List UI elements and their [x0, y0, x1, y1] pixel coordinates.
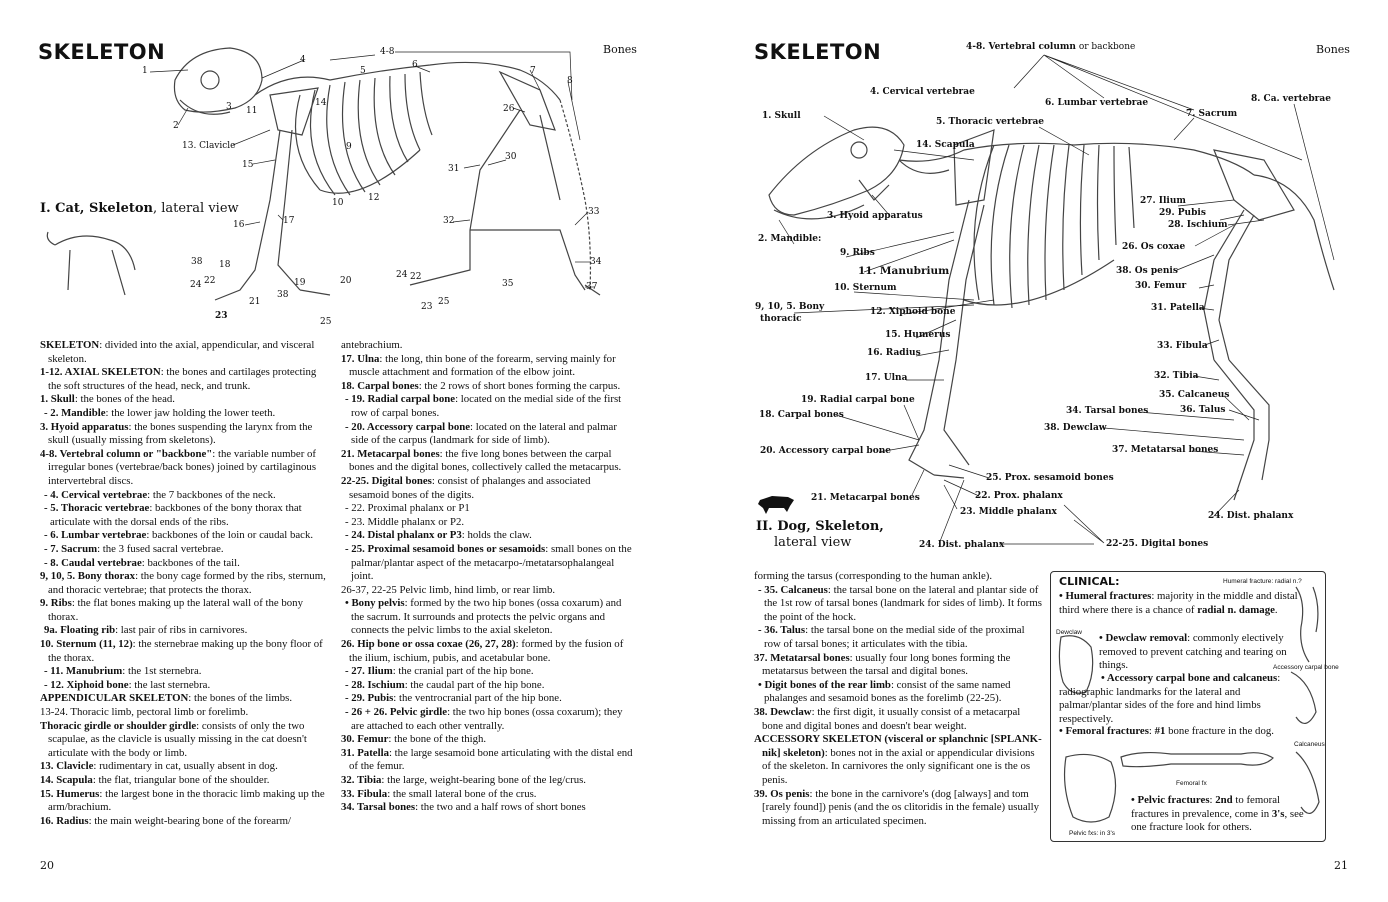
figure-caption: II. Dog, Skeleton,: [756, 519, 884, 534]
text-entry: 9. Ribs: the flat bones making up the lateral wall of the bony thorax.: [40, 597, 303, 623]
text-entry: 39. Os penis: the bone in the carnivore's (dog [always] and tom [rarely found]) penis (and the os clitoridis in the female) usually missing from an articulated specimen.: [754, 787, 1040, 827]
dog-label-middle-phalanx: 23. Middle phalanx: [960, 507, 1057, 517]
dog-label-patella: 31. Patella: [1151, 303, 1205, 313]
cat-label-23a: 23: [215, 311, 228, 321]
cat-label-32: 32: [443, 216, 455, 226]
text-entry: - 4. Cervical vertebrae: the 7 backbones of the neck.: [44, 488, 276, 501]
text-entry: 14. Scapula: the flat, triangular bone of the shoulder.: [40, 774, 270, 786]
text-entry: forming the tarsus (corresponding to the human ankle).: [754, 570, 993, 582]
dog-label-ribs: 9. Ribs: [840, 248, 875, 258]
cat-label-9: 9: [346, 142, 352, 152]
text-entry: ACCESSORY SKELETON (visceral or splanchnic [SPLANK-nik] skeleton): bones not in the axial or appendicular divisions of the skeleton. In carnivores the only significant one is the os penis.: [754, 733, 1042, 786]
text-entry: SKELETON: divided into the axial, appendicular, and visceral skeleton.: [40, 339, 315, 365]
pelvic-fx-caption: Pelvic fxs: in 3's: [1069, 830, 1116, 837]
text-entry: Thoracic girdle or shoulder girdle: consists of only the two scapulae, as the clavicle is usually missing in the cat doesn't articulate with the body or limb.: [40, 719, 307, 759]
text-entry: - 35. Calcaneus: the tarsal bone on the lateral and plantar side of the 1st row of tarsal bones (landmark for sides of limb). It forms the point of the hock.: [758, 583, 1042, 623]
cat-label-34: 34: [590, 257, 602, 267]
dog-label-prox-phalanx: 22. Prox. phalanx: [975, 491, 1063, 501]
dog-label-vertebral-column: 4-8. Vertebral column or backbone: [966, 42, 1136, 52]
cat-label-4: 4: [300, 55, 306, 65]
text-entry: 17. Ulna: the long, thin bone of the forearm, serving mainly for muscle attachment and formation of the elbow joint.: [341, 352, 616, 379]
dog-label-femur: 30. Femur: [1135, 281, 1187, 291]
cat-label-30: 30: [505, 152, 517, 162]
cat-label-26: 26: [503, 104, 515, 114]
dog-label-pubis: 29. Pubis: [1159, 208, 1206, 218]
dog-label-hyoid: 3. Hyoid apparatus: [827, 211, 923, 221]
dog-label-calcaneus: 35. Calcaneus: [1159, 390, 1230, 400]
dog-label-lumbar: 6. Lumbar vertebrae: [1045, 98, 1149, 108]
dog-label-talus: 36. Talus: [1180, 405, 1226, 415]
text-entry: - 26 + 26. Pelvic girdle: the two hip bones (ossa coxarum); they are attached to each other ventrally.: [345, 706, 623, 732]
cat-label-31: 31: [448, 164, 460, 174]
cat-label-8: 8: [567, 76, 573, 86]
dog-label-dist-phalanx: 24. Dist. phalanx: [919, 540, 1005, 550]
cat-label-19: 19: [294, 278, 306, 288]
text-entry: 15. Humerus: the largest bone in the thoracic limb making up the arm/brachium.: [40, 787, 325, 814]
text-entry: - 20. Accessory carpal bone: located on the lateral and palmar side of the carpus (landmark for side of limb).: [345, 420, 617, 447]
clinical-femoral-fractures: • Femoral fractures: #1 bone fracture in the dog.: [1059, 725, 1274, 737]
page-title: SKELETON: [38, 40, 166, 64]
calcaneus-caption: Calcaneus: [1294, 741, 1325, 748]
dog-label-metacarpal: 21. Metacarpal bones: [811, 493, 920, 503]
dog-label-thoracic: 5. Thoracic vertebrae: [936, 117, 1045, 127]
cat-label-22a: 22: [204, 276, 216, 286]
cat-label-21: 21: [249, 297, 261, 307]
text-entry: - 29. Pubis: the ventrocranial part of the hip bone.: [345, 692, 562, 705]
text-entry: antebrachium.: [341, 339, 403, 351]
cat-label-22b: 22: [410, 272, 422, 282]
text-entry: 16. Radius: the main weight-bearing bone of the forearm/: [40, 814, 291, 827]
text-entry: 37. Metatarsal bones: usually four long bones forming the metatarsus between the tarsal and digital bones.: [754, 651, 1011, 678]
text-entry: 30. Femur: the bone of the thigh.: [341, 733, 487, 746]
text-entry: - 27. Ilium: the cranial part of the hip bone.: [345, 665, 534, 678]
text-entry: - 8. Caudal vertebrae: backbones of the tail.: [44, 556, 240, 569]
dog-label-skull: 1. Skull: [762, 111, 801, 121]
cat-label-25b: 25: [438, 297, 450, 307]
text-entry: 9, 10, 5. Bony thorax: the bony cage formed by the ribs, sternum, and thoracic vertebrae; that protects the thorax.: [40, 570, 326, 596]
text-entry: - 25. Proximal sesamoid bones or sesamoids: small bones on the palmar/plantar aspect of the metacarpo-/metatarsophalangeal joint.: [345, 542, 632, 583]
dog-label-sacrum: 7. Sacrum: [1186, 109, 1238, 119]
text-entry: 22-25. Digital bones: consist of phalanges and associated sesamoid bones of the digits.: [341, 474, 591, 501]
text-entry: - 7. Sacrum: the 3 fused sacral vertebrae.: [44, 542, 224, 555]
clinical-accessory-carpal: • Accessory carpal bone and calcaneus: radiographic landmarks for the lateral and palmar/plantar sides of the fore and hind limbs respectively.: [1059, 672, 1281, 725]
text-entry: 1-12. AXIAL SKELETON: the bones and cartilages protecting the soft structures of the head, neck, and trunk.: [40, 366, 317, 392]
dog-label-sternum: 10. Sternum: [834, 283, 897, 293]
dog-label-scapula: 14. Scapula: [916, 140, 975, 150]
dog-label-accessory-carpal: 20. Accessory carpal bone: [760, 446, 891, 456]
text-entry: - 12. Xiphoid bone: the last sternebra.: [44, 678, 211, 691]
text-entry: 10. Sternum (11, 12): the sternebrae making up the bony floor of the thorax.: [40, 638, 323, 664]
text-entry: 32. Tibia: the large, weight-bearing bone of the leg/crus.: [341, 774, 586, 786]
text-entry: - 6. Lumbar vertebrae: backbones of the loin or caudal back.: [44, 529, 314, 542]
cat-label-14: 14: [315, 98, 327, 108]
cat-label-38a: 38: [191, 257, 203, 267]
dog-label-fibula: 33. Fibula: [1157, 341, 1208, 351]
text-entry: - 2. Mandible: the lower jaw holding the lower teeth.: [44, 406, 276, 419]
cat-label-25a: 25: [320, 317, 332, 327]
dog-label-caudal: 8. Ca. vertebrae: [1251, 94, 1331, 104]
cat-label-33: 33: [588, 207, 600, 217]
left-text-column-2: [341, 339, 633, 815]
dog-label-radial-carpal: 19. Radial carpal bone: [801, 395, 915, 405]
cat-label-23b: 23: [421, 302, 433, 312]
text-entry: 31. Patella: the large sesamoid bone articulating with the distal end of the femur.: [341, 746, 633, 773]
page-title: SKELETON: [754, 40, 882, 64]
text-entry: - 28. Ischium: the caudal part of the hip bone.: [345, 678, 545, 691]
dog-label-ulna: 17. Ulna: [865, 373, 908, 383]
text-entry: 18. Carpal bones: the 2 rows of short bones forming the carpus.: [341, 379, 621, 392]
clinical-title: CLINICAL:: [1059, 575, 1120, 588]
text-entry: 3. Hyoid apparatus: the bones suspending the larynx from the skull (usually missing from skeletons).: [40, 420, 313, 447]
femoral-fx-caption: Femoral fx: [1176, 780, 1207, 787]
clinical-pelvic-fractures: • Pelvic fractures: 2nd to femoral fractures in prevalence, come in 3's, see one fracture look for others.: [1131, 794, 1304, 834]
text-entry: - 5. Thoracic vertebrae: backbones of the bony thorax that articulate with the dorsal ends of the ribs.: [44, 502, 302, 528]
dog-label-ischium: 28. Ischium: [1168, 220, 1228, 230]
page-number: 20: [40, 859, 54, 872]
cat-label-4-8: 4-8: [380, 47, 395, 57]
text-entry: - 24. Distal phalanx or P3: holds the claw.: [345, 529, 532, 542]
cat-label-35: 35: [502, 279, 514, 289]
text-entry: • Bony pelvis: formed by the two hip bones (ossa coxarum) and the sacrum. It surrounds and protects the pelvic organs and connects the pelvic limbs to the axial skeleton.: [345, 597, 622, 637]
dog-label-xiphoid: 12. Xiphoid bone: [870, 307, 956, 317]
cat-label-3: 3: [226, 102, 232, 112]
cat-label-1: 1: [142, 66, 148, 76]
dog-label-metatarsal: 37. Metatarsal bones: [1112, 445, 1219, 455]
text-entry: 21. Metacarpal bones: the five long bones between the carpal bones and the digital bones, collectively called the metacarpus.: [341, 447, 622, 474]
cat-label-18: 18: [219, 260, 231, 270]
clinical-dewclaw-removal: • Dewclaw removal: commonly electively removed to prevent catching and tearing on things.: [1099, 632, 1287, 672]
text-entry: 38. Dewclaw: the first digit, it usually consist of a metacarpal bone and digital bones and doesn't bear weight.: [754, 705, 1021, 732]
section-tag: Bones: [1316, 43, 1350, 56]
text-entry: • Digit bones of the rear limb: consist of the same named phalanges and sesamoid bones as the forelimb (22-25).: [758, 678, 1011, 705]
dog-label-dewclaw: 38. Dewclaw: [1044, 423, 1107, 433]
dewclaw-caption: Dewclaw: [1056, 629, 1083, 636]
figure-caption-2: lateral view: [774, 535, 852, 550]
cat-label-2: 2: [173, 121, 179, 131]
text-entry: 26-37, 22-25 Pelvic limb, hind limb, or rear limb.: [341, 583, 556, 596]
figure-caption: I. Cat, Skeleton, lateral view: [40, 201, 239, 216]
dog-label-os-penis: 38. Os penis: [1116, 266, 1178, 276]
cat-label-24a: 24: [190, 280, 202, 290]
cat-label-37: 37: [586, 282, 598, 292]
cat-label-15: 15: [242, 160, 254, 170]
text-entry: 13-24. Thoracic limb, pectoral limb or forelimb.: [40, 706, 249, 719]
text-entry: 33. Fibula: the small lateral bone of the crus.: [341, 787, 537, 800]
clinical-humeral-fractures: • Humeral fractures: majority in the middle and distal third where there is a chance of radial n. damage.: [1059, 590, 1298, 616]
dog-label-cervical: 4. Cervical vertebrae: [870, 87, 975, 97]
dog-label-digital: 22-25. Digital bones: [1106, 539, 1209, 549]
accessory-carpal-caption: Accessory carpal bone: [1273, 664, 1339, 671]
text-entry: - 23. Middle phalanx or P2.: [345, 515, 465, 528]
dog-label-tarsal: 34. Tarsal bones: [1066, 406, 1149, 416]
cat-label-17: 17: [283, 216, 295, 226]
right-text-column: [754, 570, 1042, 828]
cat-label-12: 12: [368, 193, 380, 203]
text-entry: - 19. Radial carpal bone: located on the medial side of the first row of carpal bones.: [345, 393, 622, 419]
dog-label-dist-phalanx-hind: 24. Dist. phalanx: [1208, 511, 1294, 521]
text-entry: 34. Tarsal bones: the two and a half rows of short bones: [341, 801, 586, 814]
cat-label-5: 5: [360, 66, 366, 76]
dog-label-radius: 16. Radius: [867, 348, 921, 358]
text-entry: 1. Skull: the bones of the head.: [40, 393, 175, 406]
section-tag: Bones: [603, 43, 637, 56]
dog-label-os-coxae: 26. Os coxae: [1122, 242, 1186, 252]
text-entry: 9a. Floating rib: last pair of ribs in carnivores.: [44, 624, 248, 637]
dog-label-mandible: 2. Mandible:: [758, 234, 822, 244]
cat-label-6: 6: [412, 60, 418, 70]
dog-label-tibia: 32. Tibia: [1154, 371, 1199, 381]
right-page: [694, 0, 1388, 902]
dog-label-manubrium: 11. Manubrium: [858, 265, 950, 277]
cat-label-13: 13. Clavicle: [182, 141, 236, 151]
text-entry: - 22. Proximal phalanx or P1: [345, 502, 470, 515]
text-entry: 4-8. Vertebral column or "backbone": the variable number of irregular bones (vertebrae/back bones) joined by cartilaginous intervertebral discs.: [40, 447, 317, 487]
text-entry: 26. Hip bone or ossa coxae (26, 27, 28): formed by the fusion of the ilium, ischium, pubis, and acetabular bone.: [341, 638, 624, 664]
dog-label-carpal: 18. Carpal bones: [759, 410, 844, 420]
cat-label-20: 20: [340, 276, 352, 286]
dog-label-humerus: 15. Humerus: [885, 330, 951, 340]
dog-label-thoracic-2: thoracic: [760, 314, 802, 324]
cat-label-38b: 38: [277, 290, 289, 300]
left-text-column-1: [40, 339, 330, 828]
cat-label-10: 10: [332, 198, 344, 208]
text-entry: - 11. Manubrium: the 1st sternebra.: [44, 665, 202, 678]
text-entry: - 36. Talus: the tarsal bone on the medial side of the proximal row of tarsal bones; it articulates with the tibia.: [758, 624, 1025, 650]
dog-label-prox-sesamoid: 25. Prox. sesamoid bones: [986, 473, 1114, 483]
dog-label-ilium: 27. Ilium: [1140, 196, 1186, 206]
clinical-box: [1050, 571, 1339, 842]
cat-label-11: 11: [246, 106, 258, 116]
text-entry: APPENDICULAR SKELETON: the bones of the limbs.: [40, 692, 293, 705]
cat-label-24b: 24: [396, 270, 408, 280]
dog-label-bony-thoracic: 9, 10, 5. Bony: [755, 302, 825, 312]
cat-label-7: 7: [530, 66, 536, 76]
humeral-fracture-caption: Humeral fracture: radial n.?: [1223, 578, 1302, 585]
text-entry: 13. Clavicle: rudimentary in cat, usually absent in dog.: [40, 760, 278, 773]
page-number: 21: [1334, 859, 1348, 872]
cat-label-16: 16: [233, 220, 245, 230]
